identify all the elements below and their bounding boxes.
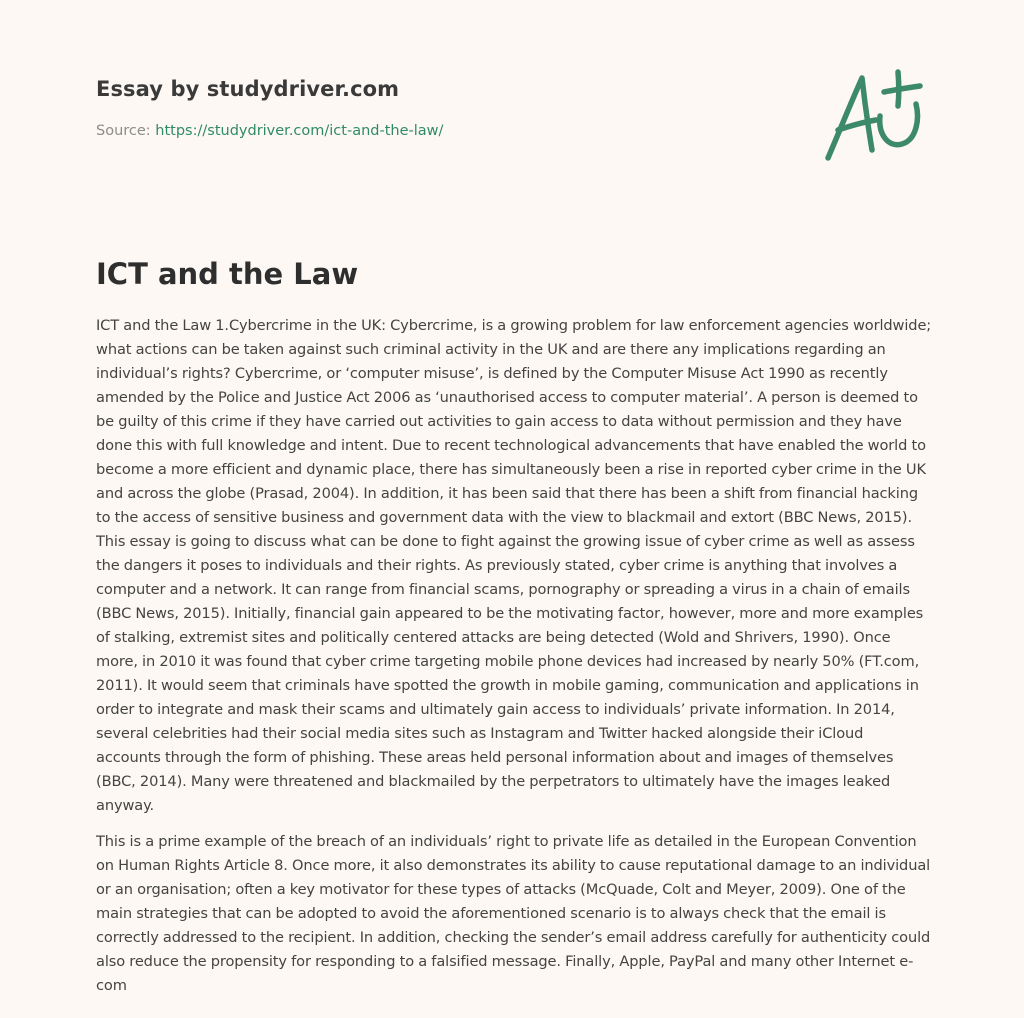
source-line: [96, 121, 796, 141]
essay-body: [96, 314, 932, 1010]
a-plus-logo-icon: [818, 64, 930, 168]
essay-paragraph: ICT and the Law 1.Cybercrime in the UK: Cybercrime, is a growing problem for law enforcement agencies worldwide; what actions can be taken against such criminal activity in the UK and are there any implications regarding an individual’s rights? Cybercrime, or ‘computer misuse’, is defined by the Computer Misuse Act 1990 as recently amended by the Police and Justice Act 2006 as ‘unauthorised access to computer material’. A person is deemed to be guilty of this crime if they have carried out activities to gain access to data without permission and they have done this with full knowledge and intent. Due to recent technological advancements that have enabled the world to become a more efficient and dynamic place, there has simultaneously been a rise in reported cyber crime in the UK and across the globe (Prasad, 2004). In addition, it has been said that there has been a shift from financial hacking to the access of sensitive business and government data with the view to blackmail and extort (BBC News, 2015). This essay is going to discuss what can be done to fight against the growing issue of cyber crime as well as assess the dangers it poses to individuals and their rights. As previously stated, cyber crime is anything that involves a computer and a network. It can range from financial scams, pornography or spreading a virus in a chain of emails (BBC News, 2015). Initially, financial gain appeared to be the motivating factor, however, more and more examples of stalking, extremist sites and politically centered attacks are being detected (Wold and Shrivers, 1990). Once more, in 2010 it was found that cyber crime targeting mobile phone devices had increased by nearly 50% (FT.com, 2011). It would seem that criminals have spotted the growth in mobile gaming, communication and applications in order to integrate and mask their scams and ultimately gain access to individuals’ private information. In 2014, several celebrities had their social media sites such as Instagram and Twitter hacked alongside their iCloud accounts through the form of phishing. These areas held personal information about and images of themselves (BBC, 2014). Many were threatened and blackmailed by the perpetrators to ultimately have the images leaked anyway.: [96, 317, 932, 814]
essay-title: ICT and the Law: [96, 257, 359, 291]
essay-header: [96, 74, 796, 141]
source-link[interactable]: https://studydriver.com/ict-and-the-law/: [155, 123, 444, 139]
site-brand: Essay by studydriver.com: [96, 77, 400, 101]
source-label: Source:: [96, 123, 156, 139]
essay-paragraph: This is a prime example of the breach of an individuals’ right to private life as detailed in the European Convention on Human Rights Article 8. Once more, it also demonstrates its ability to cause reputational damage to an individual or an organisation; often a key motivator for these types of attacks (McQuade, Colt and Meyer, 2009). One of the main strategies that can be adopted to avoid the aforementioned scenario is to always check that the email is correctly addressed to the recipient. In addition, checking the sender’s email address carefully for authenticity could also reduce the propensity for responding to a falsified message. Finally, Apple, PayPal and many other Internet e-com: [96, 833, 931, 994]
